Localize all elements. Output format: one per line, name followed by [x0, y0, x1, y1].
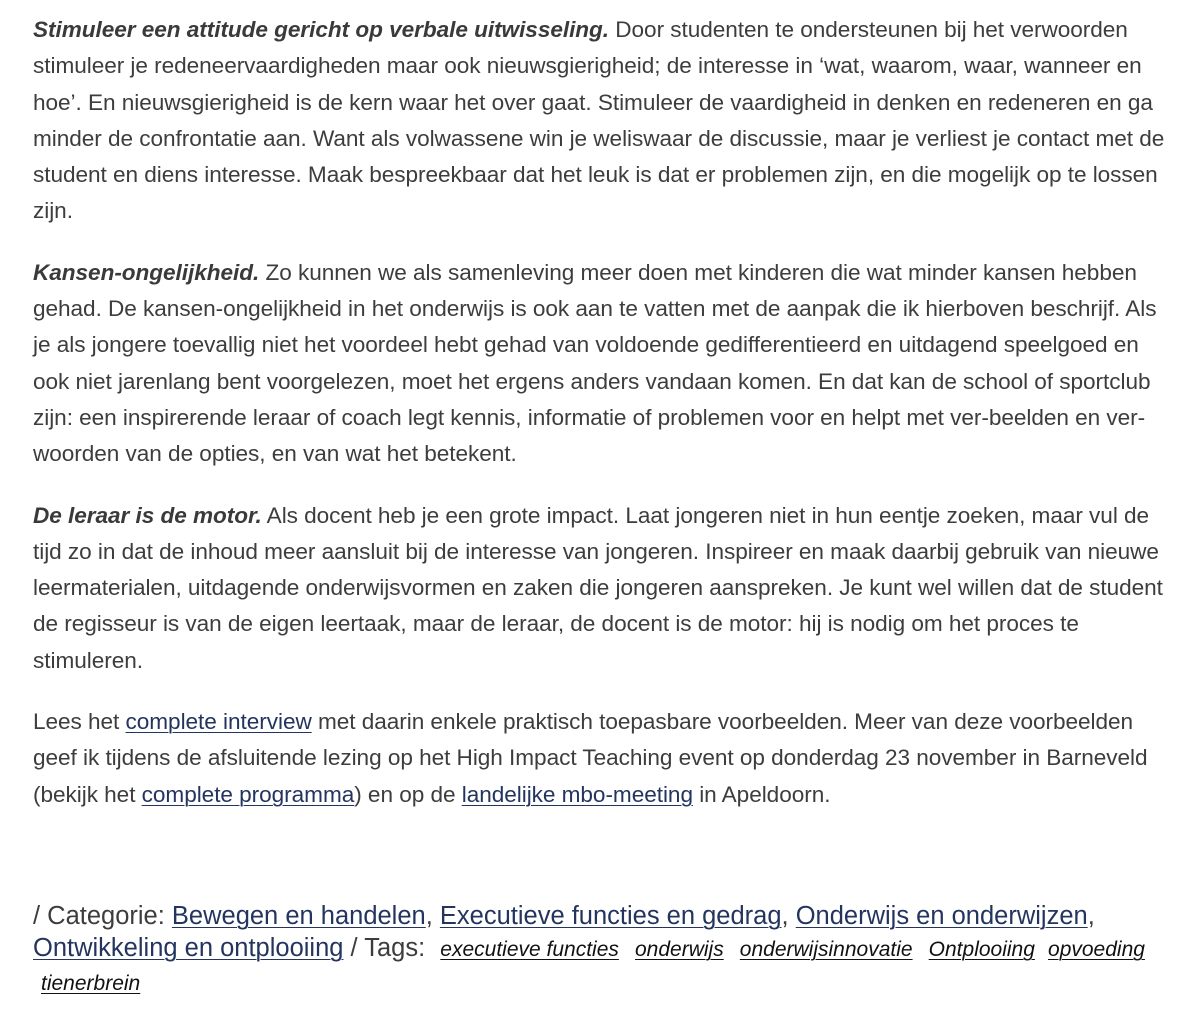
- category-link-bewegen[interactable]: Bewegen en handelen: [171, 902, 426, 930]
- closing-text: in Apeldoorn.: [692, 781, 831, 807]
- paragraph-text: Als docent heb je een grote impact. Laat jongeren niet in hun eentje zoeken, maar vul de tijd zo in dat de inhoud meer aansluit bij de interesse van jongeren. Inspireer en maak daarbij gebruik van nieuwe leermaterialen, uitdagende onderwijsvormen en zaken die jongeren aanspreken. Je kunt wel willen dat de student de regisseur is van de eigen leertaak, maar de leraar, de docent is de motor: hij is nodig om het proces te stimuleren.: [33, 502, 1163, 673]
- category-link-ontwikkeling[interactable]: Ontwikkeling en ontplooiing: [33, 934, 344, 962]
- paragraph-lead: Stimuleer een attitude gericht op verbale uitwisseling.: [33, 17, 610, 42]
- tag-link-executieve-functies[interactable]: executieve functies: [440, 938, 619, 961]
- category-link-executieve-functies[interactable]: Executieve functies en gedrag: [439, 902, 782, 930]
- paragraph-kansen-ongelijkheid: [33, 255, 1168, 473]
- closing-text: met daarin enkele praktisch toepasbare voorbeelden. Meer van deze voorbeelden geef ik tijdens de afsluitende lezing op het High Impact Teaching event op donderdag 23 november in Barneveld (bekijk het: [33, 709, 1148, 807]
- article-body: [33, 12, 1168, 813]
- category-separator: ,: [1087, 902, 1095, 930]
- paragraph-lead: De leraar is de motor.: [33, 502, 262, 528]
- category-separator: ,: [781, 902, 796, 930]
- tag-link-ontplooiing[interactable]: Ontplooiing: [928, 938, 1035, 961]
- landelijke-mbo-meeting-link[interactable]: landelijke mbo-meeting: [461, 781, 693, 807]
- post-meta: [33, 900, 1168, 1000]
- tag-link-opvoeding[interactable]: opvoeding: [1048, 938, 1145, 961]
- paragraph-lead: Kansen-ongelijkheid.: [33, 259, 260, 285]
- closing-text: Lees het: [33, 709, 126, 735]
- category-label: / Categorie:: [33, 902, 172, 930]
- paragraph-text: Zo kunnen we als samenleving meer doen met kinderen die wat minder kansen hebben gehad. De kansen-ongelijkheid in het onderwijs is ook aan te vatten met de aanpak die ik hierboven beschrijf. Als je als jongere toevallig niet het voordeel hebt gehad van voldoende gedifferentieerd en uitdagend speelgoed en ook niet jarenlang bent voorgelezen, moet het ergens anders vandaan komen. En dat kan de school of sportclub zijn: een inspirerende leraar of coach legt kennis, informatie of problemen voor en helpt met ver-beelden en ver-woorden van de opties, en van wat het betekent.: [33, 259, 1157, 467]
- paragraph-closing: [33, 704, 1168, 813]
- closing-text: ) en op de: [354, 781, 462, 807]
- paragraph-text: Door studenten te ondersteunen bij het verwoorden stimuleer je redeneervaardigheden maar ook nieuwsgierigheid; de interesse in ‘wat, waarom, waar, wanneer en hoe’. En nieuwsgierigheid is de kern waar het over gaat. Stimuleer de vaardigheid in denken en redeneren en ga minder de confrontatie aan. Want als volwassene win je weliswaar de discussie, maar je verliest je contact met de student en diens interesse. Maak bespreekbaar dat het leuk is dat er problemen zijn, en die mogelijk op te lossen zijn.: [33, 17, 1165, 224]
- complete-interview-link[interactable]: complete interview: [125, 709, 312, 735]
- paragraph-verbale-uitwisseling: [33, 12, 1168, 230]
- complete-programma-link[interactable]: complete programma: [141, 781, 355, 807]
- tag-link-onderwijs[interactable]: onderwijs: [634, 938, 724, 961]
- category-separator: ,: [425, 902, 440, 930]
- paragraph-leraar-motor: [33, 498, 1168, 679]
- category-link-onderwijs[interactable]: Onderwijs en onderwijzen: [795, 902, 1088, 930]
- tags-label: / Tags:: [343, 934, 433, 962]
- tag-link-tienerbrein[interactable]: tienerbrein: [41, 972, 141, 995]
- tag-link-onderwijsinnovatie[interactable]: onderwijsinnovatie: [739, 938, 913, 961]
